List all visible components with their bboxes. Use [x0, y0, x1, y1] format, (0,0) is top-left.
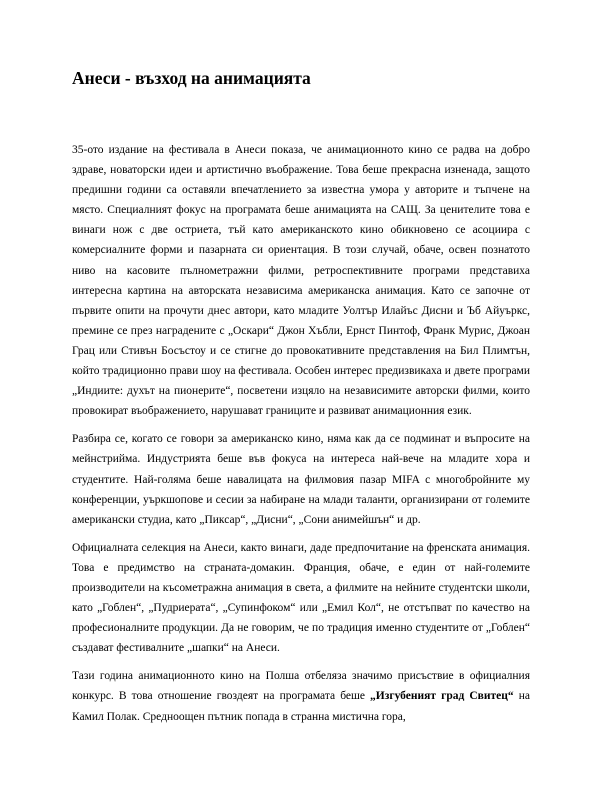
article-title: Анеси - възход на анимацията: [72, 68, 311, 88]
paragraph-4-text-end: на Камил Полак. Средноощен пътник попада в странна мистична гора,: [72, 690, 531, 723]
paragraph-3: Официалната селекция на Анеси, както винаги, даде предпочитание на френската анимация. Това е предимство на страната-домакин. Франция, обаче, е един от най-големите производители на късометражна анимация в света, а филмите на нейните студентски школи, като „Гоблен“, „Пудриерата“, „Супинфоком“ или „Емил Кол“, не отстъпват по качество на професионалните продукции. Да не говорим, че по традиция именно студентите от „Гоблен“ създават фестивалните „шапки“ на Анеси.: [72, 541, 530, 655]
paragraph-2: Разбира се, когато се говори за американско кино, няма как да се подминат и въпросите на мейнстрийма. Индустрията беше във фокуса на интереса най-вече на младите хора и студентите. Най-голяма беше навалицата на филмовия пазар MIFA с многобройните му конференции, уъркшопове и сесии за набиране на млади таланти, организирани от големите американски студиа, като „Пиксар“, „Дисни“, „Сони анимейшън“ и др.: [72, 433, 530, 526]
paragraph-4: [72, 666, 530, 726]
article-body: [72, 140, 530, 735]
film-title-bold: „Изгубеният град Свитец“: [370, 690, 514, 703]
paragraph-1: 35-ото издание на фестивала в Анеси показа, че анимационното кино се радва на добро здраве, новаторски идеи и артистично въображение. Това беше прекрасна изненада, защото предишни години са оставяли впечатлението за известна умора у авторите и тъпчене на място. Специалният фокус на програмата беше анимацията на САЩ. За ценителите това е винаги нож с две остриета, тъй като американското кино обикновено се асоциира с комерсиалните форми и пазарната си ориентация. В този случай, обаче, освен познатото ниво на касовите пълнометражни филми, ретроспективните програми представиха интересна картина на авторската независима американска анимация. Като се започне от първите опити на прочути днес автори, като младите Уолтър Илайъс Дисни и Ъб Айуъркс, премине се през наградените с „Оскари“ Джон Хъбли, Ернст Пинтоф, Франк Мурис, Джоан Грац или Стивън Босъстоу и се стигне до провокативните представления на Бил Плимтън, който традиционно прави шоу на фестивала. Особен интерес предизвикаха и двете програми „Индиите: духът на пионерите“, посветени изцяло на независимите авторски филми, които провокират въображението, нарушават границите и развиват анимационния език.: [72, 144, 530, 418]
paragraph-4-text-start: Тази година анимационното кино на Полша отбеляза значимо присъствие в официалния конкурс. В това отношение гвоздеят на програмата беше: [72, 670, 530, 703]
